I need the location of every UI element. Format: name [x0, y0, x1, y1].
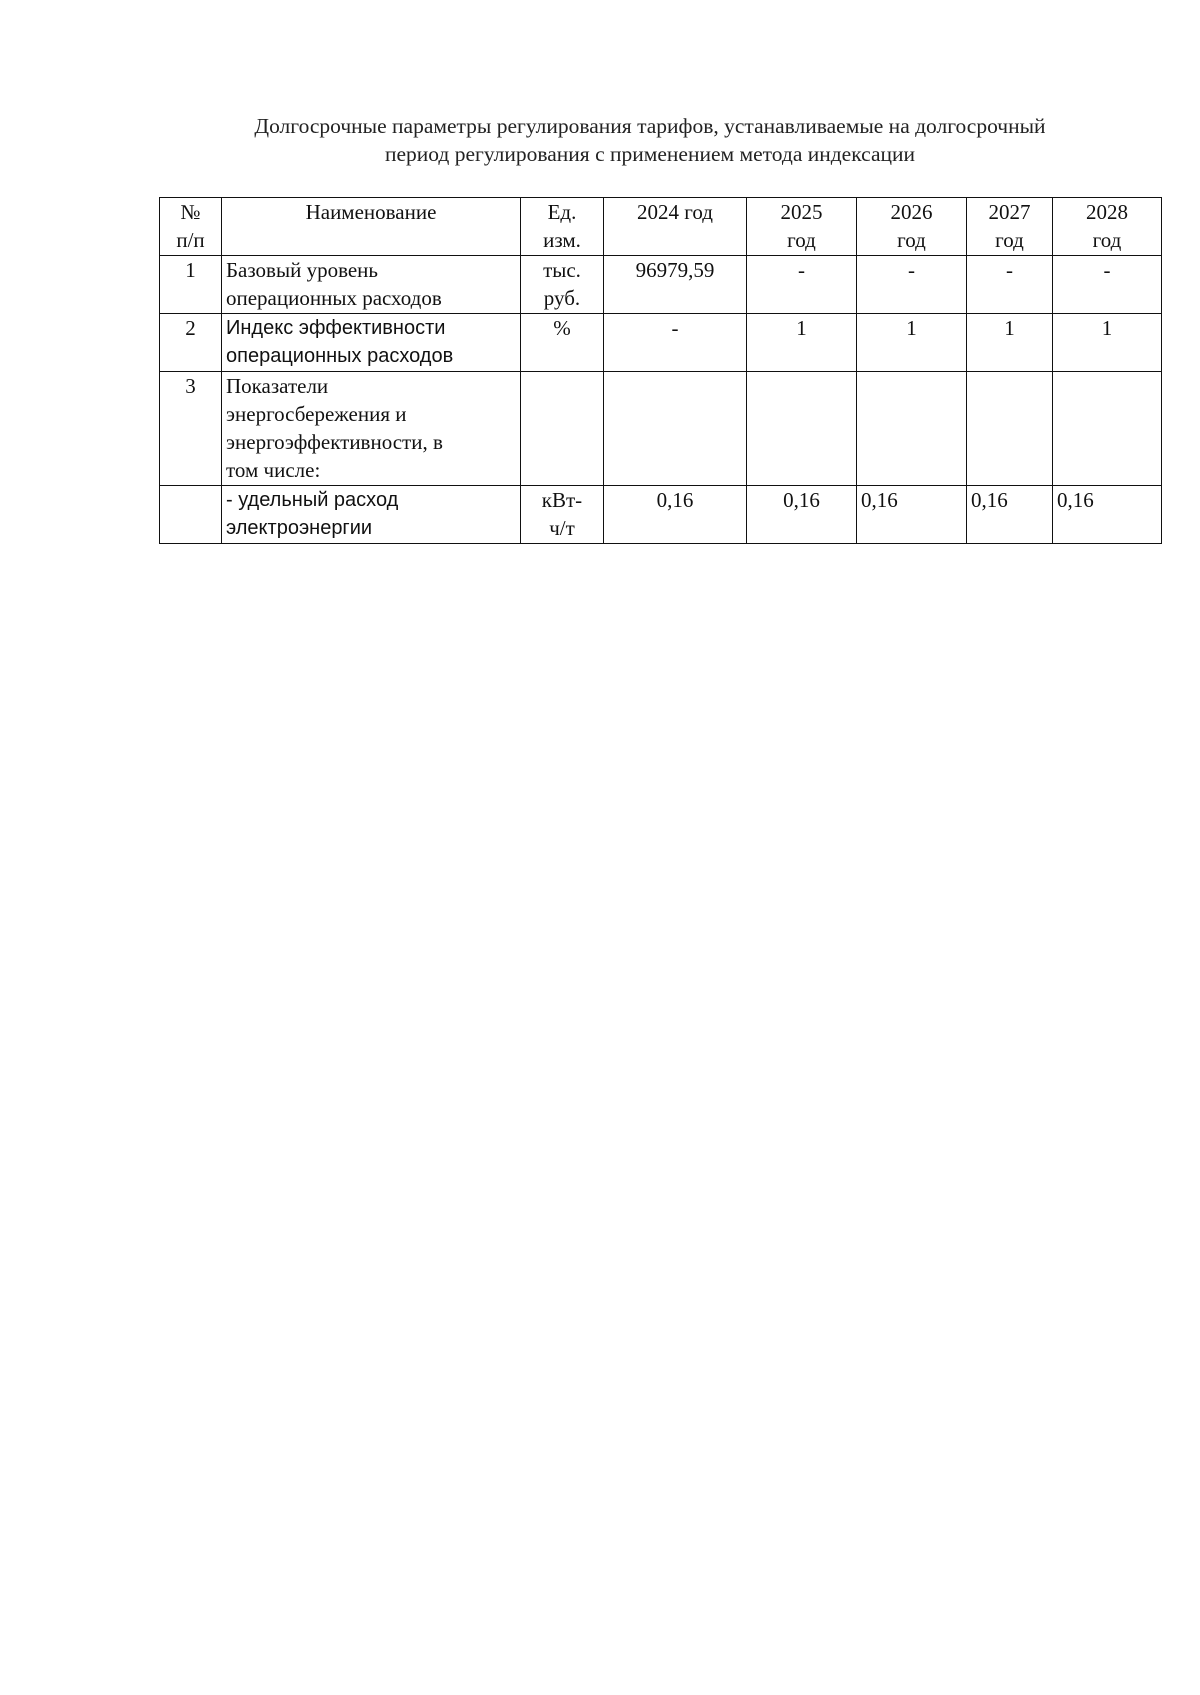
header-2028: 2028 год	[1053, 198, 1162, 256]
row-num	[160, 486, 222, 544]
row-unit: тыс. руб.	[521, 256, 604, 314]
value-2026: 0,16	[857, 486, 967, 544]
value-2028: -	[1053, 256, 1162, 314]
row-name: Индекс эффективности операционных расходов	[222, 314, 521, 372]
value-2027: -	[967, 256, 1053, 314]
document-title	[150, 112, 1150, 168]
value-2024	[604, 372, 747, 486]
header-2024: 2024 год	[604, 198, 747, 256]
parameters-table	[159, 197, 1162, 544]
value-2027: 0,16	[967, 486, 1053, 544]
row-unit: кВт- ч/т	[521, 486, 604, 544]
row-name: Базовый уровень операционных расходов	[222, 256, 521, 314]
header-2027: 2027 год	[967, 198, 1053, 256]
row-name: - удельный расход электроэнергии	[222, 486, 521, 544]
header-name: Наименование	[222, 198, 521, 256]
title-line-2: период регулирования с применением метода индексации	[384, 142, 915, 166]
value-2025: -	[747, 256, 857, 314]
title-line-1: Долгосрочные параметры регулирования тарифов, устанавливаемые на долгосрочный	[254, 114, 1046, 138]
value-2024: -	[604, 314, 747, 372]
value-2028: 0,16	[1053, 486, 1162, 544]
header-2026: 2026 год	[857, 198, 967, 256]
table-row	[160, 314, 1162, 372]
header-2025: 2025 год	[747, 198, 857, 256]
value-2025: 1	[747, 314, 857, 372]
table-row	[160, 372, 1162, 486]
row-unit: %	[521, 314, 604, 372]
value-2024: 96979,59	[604, 256, 747, 314]
row-num: 2	[160, 314, 222, 372]
row-unit	[521, 372, 604, 486]
table-row	[160, 256, 1162, 314]
value-2026	[857, 372, 967, 486]
value-2024: 0,16	[604, 486, 747, 544]
row-num: 3	[160, 372, 222, 486]
header-unit: Ед. изм.	[521, 198, 604, 256]
row-num: 1	[160, 256, 222, 314]
value-2026: 1	[857, 314, 967, 372]
value-2028: 1	[1053, 314, 1162, 372]
value-2026: -	[857, 256, 967, 314]
value-2027: 1	[967, 314, 1053, 372]
row-name: Показатели энергосбережения и энергоэффективности, в том числе:	[222, 372, 521, 486]
value-2025	[747, 372, 857, 486]
table-row	[160, 486, 1162, 544]
value-2027	[967, 372, 1053, 486]
value-2028	[1053, 372, 1162, 486]
table-header-row	[160, 198, 1162, 256]
header-num: № п/п	[160, 198, 222, 256]
value-2025: 0,16	[747, 486, 857, 544]
